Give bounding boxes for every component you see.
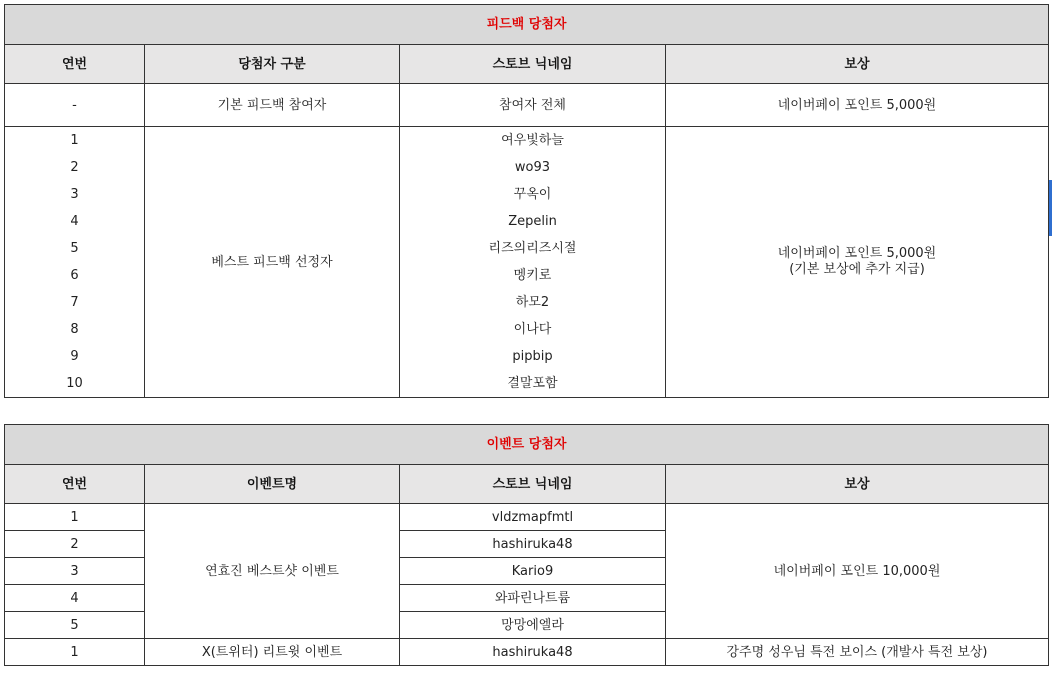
reward-line-1: 네이버페이 포인트 5,000원 <box>777 245 937 261</box>
scroll-indicator <box>1049 180 1052 236</box>
row-number: 8 <box>5 316 145 343</box>
row-number: 1 <box>5 127 145 155</box>
row-number: 3 <box>5 558 145 585</box>
row-number: 1 <box>5 639 145 666</box>
nickname: hashiruka48 <box>400 639 666 666</box>
header-event-name: 이벤트명 <box>145 465 400 504</box>
nickname: vldzmapfmtl <box>400 504 666 531</box>
table-row <box>5 127 1049 155</box>
row-number: 2 <box>5 531 145 558</box>
row-number: 2 <box>5 154 145 181</box>
row-number: 5 <box>5 612 145 639</box>
row-number: 3 <box>5 181 145 208</box>
nickname: 참여자 전체 <box>400 84 666 127</box>
winner-category: 기본 피드백 참여자 <box>145 84 400 127</box>
header-number: 연번 <box>5 465 145 504</box>
nickname: 리즈의리즈시절 <box>400 235 666 262</box>
header-reward: 보상 <box>666 465 1049 504</box>
nickname: Kario9 <box>400 558 666 585</box>
reward: 강주명 성우님 특전 보이스 (개발사 특전 보상) <box>666 639 1049 666</box>
row-number: 6 <box>5 262 145 289</box>
row-number: 4 <box>5 585 145 612</box>
nickname: 와파린나트륨 <box>400 585 666 612</box>
nickname: 여우빛하늘 <box>400 127 666 155</box>
feedback-winners-table <box>4 4 1049 398</box>
nickname: pipbip <box>400 343 666 370</box>
event-winners-table <box>4 424 1049 666</box>
header-number: 연번 <box>5 45 145 84</box>
table-row <box>5 504 1049 531</box>
header-stove-nickname: 스토브 닉네임 <box>400 45 666 84</box>
row-number: - <box>5 84 145 127</box>
header-reward: 보상 <box>666 45 1049 84</box>
nickname: 꾸옥이 <box>400 181 666 208</box>
row-number: 1 <box>5 504 145 531</box>
nickname: hashiruka48 <box>400 531 666 558</box>
header-stove-nickname: 스토브 닉네임 <box>400 465 666 504</box>
reward: 네이버페이 포인트 5,000원 <box>666 84 1049 127</box>
reward: 네이버페이 포인트 10,000원 <box>666 504 1049 639</box>
nickname: 멩키로 <box>400 262 666 289</box>
row-number: 7 <box>5 289 145 316</box>
feedback-table-title: 피드백 당첨자 <box>5 5 1049 45</box>
nickname: 하모2 <box>400 289 666 316</box>
event-table-title: 이벤트 당첨자 <box>5 425 1049 465</box>
event-name: 연효진 베스트샷 이벤트 <box>145 504 400 639</box>
nickname: 망망에엘라 <box>400 612 666 639</box>
nickname: 결말포함 <box>400 370 666 398</box>
row-number: 4 <box>5 208 145 235</box>
row-number: 5 <box>5 235 145 262</box>
row-number: 10 <box>5 370 145 398</box>
table-row <box>5 84 1049 127</box>
nickname: wo93 <box>400 154 666 181</box>
event-name: X(트위터) 리트윗 이벤트 <box>145 639 400 666</box>
nickname: 이나다 <box>400 316 666 343</box>
reward <box>666 127 1049 398</box>
nickname: Zepelin <box>400 208 666 235</box>
winner-category: 베스트 피드백 선정자 <box>145 127 400 398</box>
reward-line-2: (기본 보상에 추가 지급) <box>789 262 925 277</box>
header-winner-category: 당첨자 구분 <box>145 45 400 84</box>
table-row <box>5 639 1049 666</box>
row-number: 9 <box>5 343 145 370</box>
